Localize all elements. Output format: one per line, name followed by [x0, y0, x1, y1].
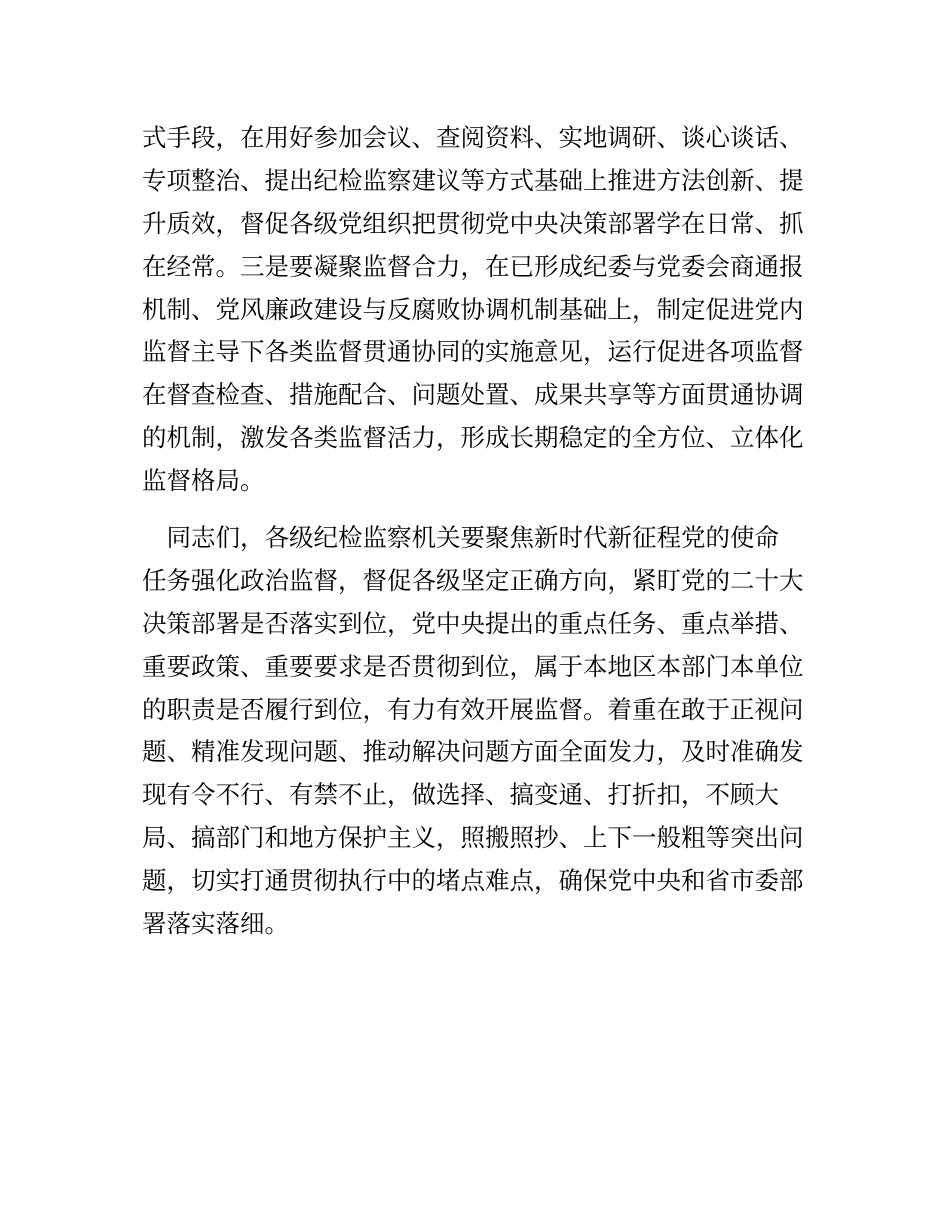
paragraph-line: 在督查检查、措施配合、问题处置、成果共享等方面贯通协调	[142, 380, 804, 410]
paragraph-line: 式手段，在用好参加会议、查阅资料、实地调研、谈心谈话、	[142, 123, 804, 152]
paragraph-2	[142, 520, 822, 949]
paragraph-line: 题、精准发现问题、推动解决问题方面全面发力，及时准确发	[142, 737, 804, 767]
paragraph-line: 决策部署是否落实到位，党中央提出的重点任务、重点举措、	[142, 608, 804, 638]
paragraph-line: 题，切实打通贯彻执行中的堵点难点，确保党中央和省市委部	[142, 866, 804, 896]
paragraph-line: 的机制，激发各类监督活力，形成长期稳定的全方位、立体化	[142, 423, 804, 453]
paragraph-line: 任务强化政治监督，督促各级坚定正确方向，紧盯党的二十大	[142, 565, 804, 595]
paragraph-1	[142, 120, 822, 506]
paragraph-line: 监督格局。	[142, 466, 265, 496]
paragraph-line: 升质效，督促各级党组织把贯彻党中央决策部署学在日常、抓	[142, 208, 804, 238]
paragraph-line: 同志们，各级纪检监察机关要聚焦新时代新征程党的使命	[142, 523, 779, 552]
paragraph-line: 局、搞部门和地方保护主义，照搬照抄、上下一般粗等突出问	[142, 823, 804, 853]
paragraph-line: 机制、党风廉政建设与反腐败协调机制基础上，制定促进党内	[142, 294, 804, 324]
paragraph-line: 在经常。三是要凝聚监督合力，在已形成纪委与党委会商通报	[142, 251, 804, 281]
paragraph-line: 现有令不行、有禁不止，做选择、搞变通、打折扣，不顾大	[142, 780, 779, 810]
paragraph-line: 专项整治、提出纪检监察建议等方式基础上推进方法创新、提	[142, 165, 804, 195]
paragraph-line: 的职责是否履行到位，有力有效开展监督。着重在敢于正视问	[142, 694, 804, 724]
paragraph-line: 署落实落细。	[142, 909, 289, 939]
paragraph-line: 重要政策、重要要求是否贯彻到位，属于本地区本部门本单位	[142, 651, 804, 681]
paragraph-line: 监督主导下各类监督贯通协同的实施意见，运行促进各项监督	[142, 337, 804, 367]
